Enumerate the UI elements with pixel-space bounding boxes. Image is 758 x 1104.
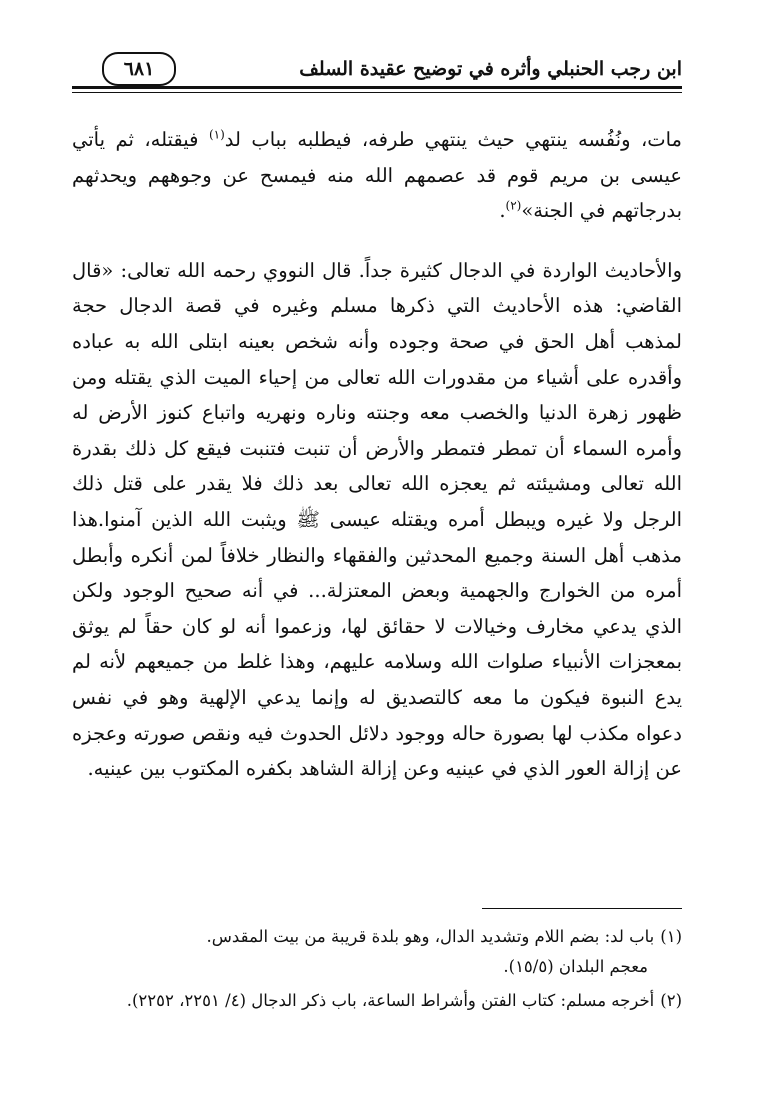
header-rule-thin (72, 92, 682, 93)
footnote-2-text: أخرجه مسلم: كتاب الفتن وأشراط الساعة، باب ذكر الدجال (٤/ ٢٢٥١، ٢٢٥٢). (126, 991, 655, 1010)
footnote-ref-1[interactable]: (١) (208, 127, 225, 142)
footnote-separator (482, 908, 682, 909)
main-text (72, 122, 682, 787)
paragraph-1 (72, 122, 682, 229)
paragraph-1-end: . (499, 199, 506, 223)
paragraph-1-text-cont: فيقتله، ثم يأتي عيسى بن مريم قوم قد عصمهم الله منه فيمسح عن وجوههم ويحدثهم بدرجاتهم في الجنة» (72, 128, 682, 223)
footnotes (72, 922, 682, 1020)
running-header (72, 48, 682, 98)
footnote-2-number: (٢) (660, 991, 682, 1010)
footnote-1 (72, 922, 682, 982)
header-rule-thick (72, 86, 682, 89)
footnote-1-number: (١) (660, 927, 682, 946)
paragraph-1-text: مات، ونُفُسه ينتهي حيث ينتهي طرفه، فيطلبه بباب لد (224, 128, 682, 151)
paragraph-2: والأحاديث الواردة في الدجال كثيرة جداً. قال النووي رحمه الله تعالى: «قال القاضي: هذه الأحاديث التي ذكرها مسلم وغيره في قصة الدجال حجة لمذهب أهل الحق في صحة وجوده وأنه شخص بعينه ابتلى الله به عباده وأقدره على أشياء من مقدورات الله تعالى من إحياء الميت الذي يقتله ومن ظهور زهرة الدنيا والخصب معه وجنته وناره ونهريه واتباع كنوز الأرض له وأمره السماء أن تمطر فتمطر والأرض أن تنبت فتنبت فيقع كل ذلك بقدرة الله تعالى ومشيئته ثم يعجزه الله تعالى بعد ذلك فلا يقدر على قتل ذلك الرجل ولا غيره ويبطل أمره ويقتله عيسى ﷺ ويثبت الله الذين آمنوا.هذا مذهب أهل السنة وجميع المحدثين والفقهاء والنظار خلافاً لمن أنكره وأبطل أمره من الخوارج والجهمية وبعض المعتزلة... في أنه صحيح الوجود ولكن الذي يدعي مخارف وخيالات لا حقائق لها، وزعموا أنه لو كان حقاً لم يوثق بمعجزات الأنبياء صلوات الله وسلامه عليهم، وهذا غلط من جميعهم لأنه لم يدع النبوة فيكون ما معه كالتصديق له وإنما يدعي الإلهية وهو في نفس دعواه مكذب لها بصورة حاله ووجود دلائل الحدوث فيه ونقص صورته وعجزه عن إزالة العور الذي في عينيه وعن إزالة الشاهد بكفره المكتوب بين عينيه. (72, 258, 682, 781)
footnote-1-continuation: معجم البلدان (١٥/٥). (503, 957, 648, 976)
footnote-ref-2[interactable]: (٢) (505, 198, 522, 213)
footnote-2 (72, 986, 682, 1016)
footnote-1-text: باب لد: بضم اللام وتشديد الدال، وهو بلدة قريبة من بيت المقدس. (206, 927, 655, 946)
running-title: ابن رجب الحنبلي وأثره في توضيح عقيدة السلف (299, 58, 682, 80)
page-number: ٦٨١ (102, 52, 176, 86)
